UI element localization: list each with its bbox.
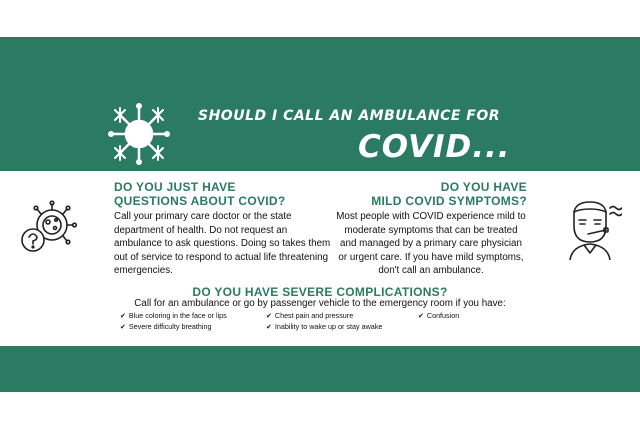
coronavirus-icon (104, 100, 174, 168)
title-line-2: COVID... (358, 129, 511, 165)
mild-symptoms-heading (371, 180, 527, 208)
header-band (0, 37, 640, 171)
mild-heading-line-2: MILD COVID SYMPTOMS? (371, 194, 527, 208)
title-line-1: SHOULD I CALL AN AMBULANCE FOR (198, 108, 501, 124)
symptom-item: ✔ Inability to wake up or stay awake (266, 322, 383, 331)
sick-face-thermometer-icon (560, 198, 622, 260)
footer-band (0, 346, 640, 392)
symptom-list (120, 311, 480, 335)
symptom-item: ✔ Severe difficulty breathing (120, 322, 212, 331)
virus-question-icon (18, 200, 78, 256)
mild-heading-line-1: DO YOU HAVE (440, 180, 527, 194)
questions-heading (114, 180, 286, 208)
checkmark-icon: ✔ (418, 313, 424, 320)
checkmark-icon: ✔ (266, 313, 272, 320)
questions-body: Call your primary care doctor or the state department of health. Do not request an ambulance to ask questions. Doing so takes them out of service to respond to actual life threatening emergencies. (114, 211, 331, 276)
questions-heading-line-1: DO YOU JUST HAVE (114, 180, 236, 194)
checkmark-icon: ✔ (120, 313, 126, 320)
checkmark-icon: ✔ (120, 324, 126, 331)
severe-intro: Call for an ambulance or go by passenger vehicle to the emergency room if you have: (134, 298, 506, 309)
checkmark-icon: ✔ (266, 324, 272, 331)
symptom-item: ✔ Chest pain and pressure (266, 311, 354, 320)
mild-symptoms-body: Most people with COVID experience mild to moderate symptoms that can be treated and managed by a primary care physician or urgent care. If you have mild symptoms, don't call an ambulance. (336, 211, 526, 276)
symptom-item: ✔ Blue coloring in the face or lips (120, 311, 227, 320)
questions-heading-line-2: QUESTIONS ABOUT COVID? (114, 194, 286, 208)
severe-heading: DO YOU HAVE SEVERE COMPLICATIONS? (192, 285, 448, 299)
symptom-item: ✔ Confusion (418, 311, 460, 320)
